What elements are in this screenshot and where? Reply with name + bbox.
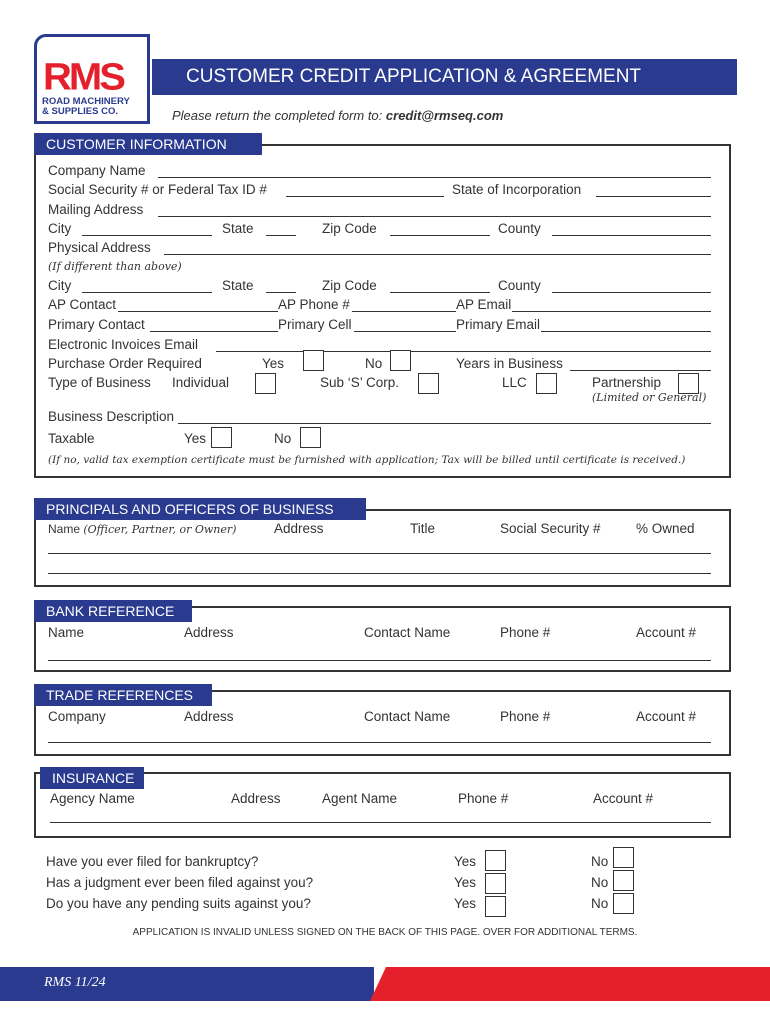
business-description-label: Business Description <box>48 409 175 424</box>
taxable-no-label: No <box>274 431 292 446</box>
physical-address-field[interactable] <box>164 254 711 255</box>
principals-section <box>34 509 731 587</box>
company-name-field[interactable] <box>158 177 711 178</box>
question-bankruptcy: Have you ever filed for bankruptcy? <box>46 854 259 869</box>
if-different-note: (If different than above) <box>48 260 182 273</box>
question-judgment: Has a judgment ever been filed against you? <box>46 875 314 890</box>
judgment-yes-label: Yes <box>454 875 477 890</box>
primary-cell-label: Primary Cell <box>278 317 352 332</box>
principal-row-1[interactable] <box>48 553 711 554</box>
state-field[interactable] <box>266 235 296 236</box>
company-logo <box>34 34 150 124</box>
primary-contact-label: Primary Contact <box>48 317 145 332</box>
trade-contact-label: Contact Name <box>364 709 451 724</box>
taxable-no-checkbox[interactable] <box>300 427 321 448</box>
pending-suits-yes-label: Yes <box>454 896 477 911</box>
title-bar <box>152 59 737 95</box>
pending-suits-no-label: No <box>591 896 609 911</box>
bankruptcy-no-label: No <box>591 854 609 869</box>
mailing-address-field[interactable] <box>158 216 711 217</box>
ap-email-field[interactable] <box>512 311 711 312</box>
llc-checkbox[interactable] <box>536 373 557 394</box>
sub-s-corp-checkbox[interactable] <box>418 373 439 394</box>
customer-information-heading: CUSTOMER INFORMATION <box>34 133 262 155</box>
tax-id-label: Social Security # or Federal Tax ID # <box>48 182 267 197</box>
limited-general-note: (Limited or General) <box>592 391 707 404</box>
bank-address-label: Address <box>184 625 234 640</box>
state-incorporation-field[interactable] <box>596 196 711 197</box>
city-label: City <box>48 221 72 236</box>
ap-contact-label: AP Contact <box>48 297 117 312</box>
trade-references-heading: TRADE REFERENCES <box>34 684 212 706</box>
bankruptcy-yes-checkbox[interactable] <box>485 850 506 871</box>
principal-title-label: Title <box>410 521 436 536</box>
primary-contact-field[interactable] <box>150 331 278 332</box>
po-no-label: No <box>365 356 383 371</box>
physical-zip-field[interactable] <box>390 292 490 293</box>
years-business-field[interactable] <box>570 370 711 371</box>
physical-address-label: Physical Address <box>48 240 151 255</box>
principal-row-2[interactable] <box>48 573 711 574</box>
footer-red-band <box>370 967 770 1001</box>
principals-heading: PRINCIPALS AND OFFICERS OF BUSINESS <box>34 498 366 520</box>
logo-wordmark: RMS <box>43 56 123 98</box>
business-description-field[interactable] <box>178 423 711 424</box>
county-label: County <box>498 221 541 236</box>
question-pending-suits: Do you have any pending suits against you? <box>46 896 311 911</box>
taxable-yes-checkbox[interactable] <box>211 427 232 448</box>
physical-county-label: County <box>498 278 541 293</box>
trade-address-label: Address <box>184 709 234 724</box>
llc-label: LLC <box>502 375 527 390</box>
principal-address-label: Address <box>274 521 324 536</box>
insurance-phone-label: Phone # <box>458 791 509 806</box>
county-field[interactable] <box>552 235 711 236</box>
physical-city-field[interactable] <box>82 292 212 293</box>
physical-city-label: City <box>48 278 72 293</box>
ap-phone-field[interactable] <box>352 311 456 312</box>
po-no-checkbox[interactable] <box>390 350 411 371</box>
bank-account-label: Account # <box>636 625 697 640</box>
principal-name-label: Name (Officer, Partner, or Owner) <box>48 522 237 536</box>
primary-email-field[interactable] <box>541 331 711 332</box>
ap-email-label: AP Email <box>456 297 512 312</box>
insurance-agent-label: Agent Name <box>322 791 398 806</box>
trade-row[interactable] <box>48 742 711 743</box>
judgment-no-checkbox[interactable] <box>613 870 634 891</box>
insurance-address-label: Address <box>231 791 281 806</box>
return-email[interactable]: credit@rmseq.com <box>385 108 504 123</box>
taxable-label: Taxable <box>48 431 95 446</box>
einvoices-label: Electronic Invoices Email <box>48 337 199 352</box>
trade-account-label: Account # <box>636 709 697 724</box>
return-instructions: Please return the completed form to: credit@rmseq.com <box>172 108 504 123</box>
sub-s-corp-label: Sub ‘S’ Corp. <box>320 375 400 390</box>
individual-label: Individual <box>172 375 230 390</box>
physical-county-field[interactable] <box>552 292 711 293</box>
insurance-agency-label: Agency Name <box>50 791 135 806</box>
years-business-label: Years in Business <box>456 356 563 371</box>
po-yes-label: Yes <box>262 356 285 371</box>
zip-label: Zip Code <box>322 221 377 236</box>
type-business-label: Type of Business <box>48 375 151 390</box>
mailing-address-label: Mailing Address <box>48 202 144 217</box>
city-field[interactable] <box>82 235 212 236</box>
pending-suits-yes-checkbox[interactable] <box>485 896 506 917</box>
invalid-notice: APPLICATION IS INVALID UNLESS SIGNED ON THE BACK OF THIS PAGE. OVER FOR ADDITIONAL TERMS. <box>132 927 638 938</box>
company-name-label: Company Name <box>48 163 146 178</box>
state-label: State <box>222 221 254 236</box>
tax-id-field[interactable] <box>286 196 444 197</box>
bankruptcy-no-checkbox[interactable] <box>613 847 634 868</box>
bank-reference-heading: BANK REFERENCE <box>34 600 192 622</box>
ap-contact-field[interactable] <box>118 311 278 312</box>
judgment-no-label: No <box>591 875 609 890</box>
trade-phone-label: Phone # <box>500 709 551 724</box>
insurance-heading: INSURANCE <box>40 767 144 789</box>
bankruptcy-yes-label: Yes <box>454 854 477 869</box>
individual-checkbox[interactable] <box>255 373 276 394</box>
judgment-yes-checkbox[interactable] <box>485 873 506 894</box>
trade-company-label: Company <box>48 709 106 724</box>
po-yes-checkbox[interactable] <box>303 350 324 371</box>
footer-form-version: RMS 11/24 <box>44 975 106 990</box>
physical-zip-label: Zip Code <box>322 278 377 293</box>
po-required-label: Purchase Order Required <box>48 356 202 371</box>
bank-contact-label: Contact Name <box>364 625 451 640</box>
pending-suits-no-checkbox[interactable] <box>613 893 634 914</box>
physical-state-field[interactable] <box>266 292 296 293</box>
logo-subtitle: ROAD MACHINERY & SUPPLIES CO. <box>42 96 130 117</box>
partnership-label: Partnership <box>592 375 662 390</box>
zip-field[interactable] <box>390 235 490 236</box>
bank-phone-label: Phone # <box>500 625 551 640</box>
einvoices-field[interactable] <box>216 351 711 352</box>
principal-owned-label: % Owned <box>636 521 695 536</box>
bank-row[interactable] <box>48 660 711 661</box>
primary-cell-field[interactable] <box>354 331 456 332</box>
insurance-row[interactable] <box>50 822 711 823</box>
primary-email-label: Primary Email <box>456 317 541 332</box>
physical-state-label: State <box>222 278 254 293</box>
page-title: CUSTOMER CREDIT APPLICATION & AGREEMENT <box>186 66 642 87</box>
insurance-account-label: Account # <box>593 791 654 806</box>
bank-name-label: Name <box>48 625 85 640</box>
principal-ssn-label: Social Security # <box>500 521 601 536</box>
ap-phone-label: AP Phone # <box>278 297 350 312</box>
exemption-note: (If no, valid tax exemption certificate must be furnished with application; Tax will be billed until certificate is received.) <box>48 454 686 466</box>
state-incorporation-label: State of Incorporation <box>452 182 582 197</box>
taxable-yes-label: Yes <box>184 431 207 446</box>
